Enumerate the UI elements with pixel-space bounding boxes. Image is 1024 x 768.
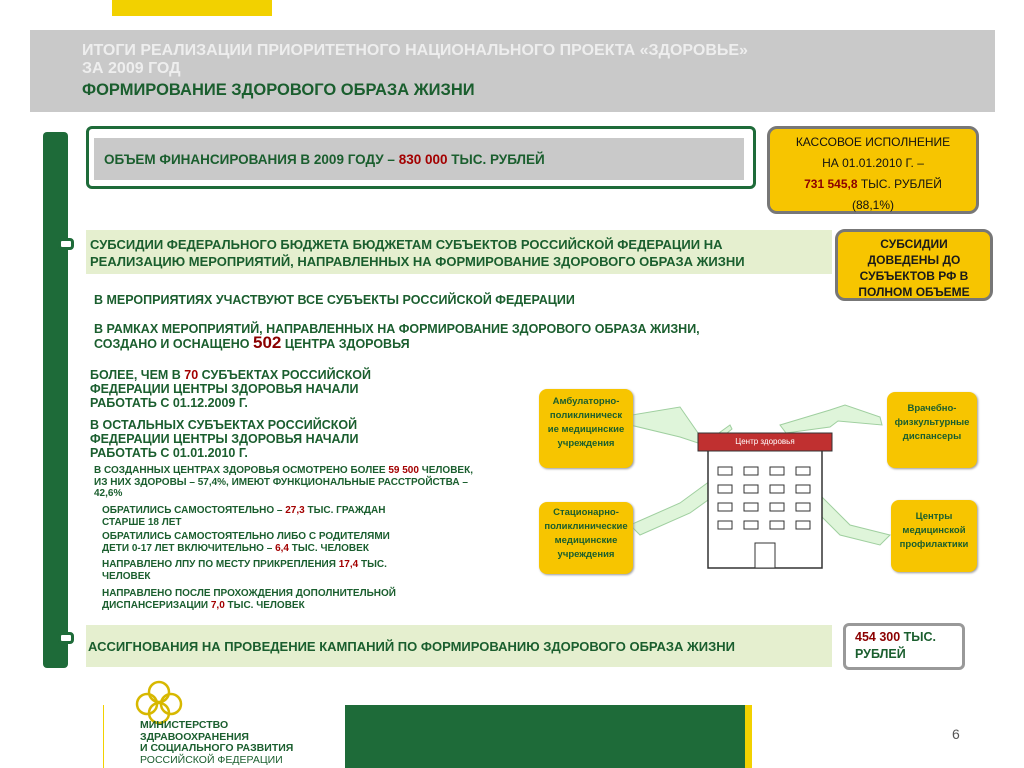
kids-line1: ОБРАТИЛИСЬ САМОСТОЯТЕЛЬНО ЛИБО С РОДИТЕЛЯМИ (102, 531, 390, 542)
stats-b1-num: 70 (184, 368, 199, 382)
ministry-line3: И СОЦИАЛЬНОГО РАЗВИТИЯ (140, 742, 294, 754)
cash-line2: НА 01.01.2010 Г. – (822, 156, 924, 170)
campaign-text: АССИГНОВАНИЯ НА ПРОВЕДЕНИЕ КАМПАНИЙ ПО ФОРМИРОВАНИЮ ЗДОРОВОГО ОБРАЗА ЖИЗНИ (88, 639, 735, 654)
stationary-line1: Стационарно- (553, 507, 619, 518)
prevention-line1: Центры (915, 511, 953, 522)
detail-lpu (102, 559, 387, 583)
financing-text (104, 152, 545, 167)
stats-b1-prefix: БОЛЕЕ, ЧЕМ В (90, 368, 185, 382)
top-accent-bar (112, 0, 272, 16)
stationary-line4: учреждения (557, 549, 615, 560)
dispensary-line3: диспансеры (902, 431, 962, 442)
page-subtitle: ФОРМИРОВАНИЕ ЗДОРОВОГО ОБРАЗА ЖИЗНИ (82, 81, 475, 99)
campaign-amount-box (843, 623, 965, 670)
centers-suffix: ЦЕНТРА ЗДОРОВЬЯ (281, 337, 410, 351)
lpu-line2: ЧЕЛОВЕК (102, 571, 151, 582)
disp-suffix: ТЫС. ЧЕЛОВЕК (224, 600, 305, 611)
footer-bar (345, 705, 745, 768)
ministry-line4: РОССИЙСКОЙ ФЕДЕРАЦИИ (140, 753, 283, 766)
centers-line1: В РАМКАХ МЕРОПРИЯТИЙ, НАПРАВЛЕННЫХ НА ФОРМИРОВАНИЕ ЗДОРОВОГО ОБРАЗА ЖИЗНИ, (94, 322, 700, 336)
ministry-line2: ЗДРАВООХРАНЕНИЯ (140, 730, 249, 743)
dispensary-line2: физкультурные (894, 417, 970, 428)
self-line2: СТАРШЕ 18 ЛЕТ (102, 517, 182, 528)
centers-line2 (94, 333, 410, 353)
cash-execution-box (767, 126, 979, 214)
cash-amount: 731 545,8 (804, 177, 858, 191)
dispensary-line1: Врачебно- (907, 403, 957, 414)
ambulatory-line2: поликлиническ (549, 410, 623, 421)
exam-suffix: ЧЕЛОВЕК, (418, 465, 473, 476)
ministry-name (140, 720, 293, 766)
kids-suffix: ТЫС. ЧЕЛОВЕК (288, 543, 369, 554)
building-icon (698, 433, 832, 568)
stationary-line2: поликлинические (544, 521, 628, 532)
stats-b2-line1: В ОСТАЛЬНЫХ СУБЪЕКТАХ РОССИЙСКОЙ (90, 418, 358, 432)
cash-line1: КАССОВОЕ ИСПОЛНЕНИЕ (795, 135, 951, 149)
building-label: Центр здоровья (735, 437, 795, 446)
box-ambulatory (539, 389, 633, 468)
disp-num: 7,0 (210, 600, 225, 611)
lpu-num: 17,4 (338, 559, 359, 570)
lpu-prefix: НАПРАВЛЕНО ЛПУ ПО МЕСТУ ПРИКРЕПЛЕНИЯ (102, 559, 339, 570)
box-prevention (891, 500, 977, 572)
campaign-amount: 454 300 (855, 630, 901, 644)
page-number: 6 (952, 726, 960, 742)
cash-percent: (88,1%) (851, 198, 895, 212)
stats-b2-line2: ФЕДЕРАЦИИ ЦЕНТРЫ ЗДОРОВЬЯ НАЧАЛИ (90, 432, 359, 446)
cash-amount-line (770, 174, 976, 195)
stats-b1-rest: СУБЪЕКТАХ РОССИЙСКОЙ (198, 368, 371, 382)
page-title-line1: ИТОГИ РЕАЛИЗАЦИИ ПРИОРИТЕТНОГО НАЦИОНАЛЬНОГО ПРОЕКТА «ЗДОРОВЬЕ» (82, 42, 748, 59)
disp-prefix: ДИСПАНСЕРИЗАЦИИ (102, 600, 211, 611)
footer-accent (745, 705, 752, 768)
exam-num: 59 500 (388, 465, 419, 476)
financing-amount: 830 000 (398, 152, 448, 167)
page-title-line2: ЗА 2009 ГОД (82, 60, 181, 77)
detail-disp (102, 588, 396, 612)
timeline-marker (58, 238, 74, 250)
detail-kids (102, 531, 390, 555)
ambulatory-line4: учреждения (557, 438, 615, 449)
prevention-line2: медицинской (902, 525, 966, 536)
stats-block-2 (90, 418, 358, 460)
financing-suffix: ТЫС. РУБЛЕЙ (447, 152, 545, 167)
ambulatory-line3: ие медицинские (547, 424, 625, 435)
box-stationary (539, 502, 633, 574)
participation-text: В МЕРОПРИЯТИЯХ УЧАСТВУЮТ ВСЕ СУБЪЕКТЫ РОССИЙСКОЙ ФЕДЕРАЦИИ (94, 293, 575, 307)
stats-block-1 (90, 368, 371, 410)
cash-amount-suffix: ТЫС. РУБЛЕЙ (857, 177, 942, 191)
centers-count: 502 (252, 333, 282, 352)
ministry-line1: МИНИСТЕРСТВО (140, 719, 229, 731)
campaign-amount-line2: РУБЛЕЙ (855, 647, 906, 661)
prevention-line3: профилактики (899, 539, 969, 550)
timeline-marker (58, 632, 74, 644)
exam-line3: 42,6% (94, 488, 123, 499)
detail-self (102, 505, 385, 529)
subsidies-text: СУБСИДИИ ФЕДЕРАЛЬНОГО БЮДЖЕТА БЮДЖЕТАМ СУБЪЕКТОВ РОССИЙСКОЙ ФЕДЕРАЦИИ НА РЕАЛИЗАЦИЮ МЕРОПРИЯТИЙ, НАПРАВЛЕННЫХ НА ФОРМИРОВАНИЕ ЗДОРОВОГО ОБРАЗА ЖИЗНИ (90, 237, 745, 269)
centers-prefix: СОЗДАНО И ОСНАЩЕНО (94, 337, 253, 351)
stats-b1-line3: РАБОТАТЬ С 01.12.2009 Г. (90, 396, 248, 410)
exam-prefix: В СОЗДАННЫХ ЦЕНТРАХ ЗДОРОВЬЯ ОСМОТРЕНО БОЛЕЕ (94, 465, 389, 476)
stationary-line3: медицинские (554, 535, 618, 546)
kids-prefix: ДЕТИ 0-17 ЛЕТ ВКЛЮЧИТЕЛЬНО – (102, 543, 276, 554)
self-num: 27,3 (285, 505, 305, 516)
self-prefix: ОБРАТИЛИСЬ САМОСТОЯТЕЛЬНО – (102, 505, 286, 516)
footer-divider (103, 705, 104, 768)
ambulatory-line1: Амбулаторно- (552, 396, 620, 407)
self-suffix: ТЫС. ГРАЖДАН (304, 505, 386, 516)
exam-line2: ИЗ НИХ ЗДОРОВЫ – 57,4%, ИМЕЮТ ФУНКЦИОНАЛЬНЫЕ РАССТРОЙСТВА – (94, 476, 468, 488)
box-dispensary (887, 392, 977, 468)
stats-b1-line2: ФЕДЕРАЦИИ ЦЕНТРЫ ЗДОРОВЬЯ НАЧАЛИ (90, 382, 359, 396)
timeline-bar (43, 132, 68, 668)
disp-line1: НАПРАВЛЕНО ПОСЛЕ ПРОХОЖДЕНИЯ ДОПОЛНИТЕЛЬНОЙ (102, 588, 396, 599)
exam-block (94, 465, 473, 500)
stats-b2-line3: РАБОТАТЬ С 01.01.2010 Г. (90, 446, 248, 460)
arrow-to-dispensary (780, 405, 882, 433)
campaign-amount-suffix: ТЫС. (900, 630, 937, 644)
lpu-suffix: ТЫС. (358, 559, 387, 570)
kids-num: 6,4 (275, 543, 289, 554)
financing-prefix: ОБЪЕМ ФИНАНСИРОВАНИЯ В 2009 ГОДУ – (104, 152, 399, 167)
subsidies-delivered-box: СУБСИДИИ ДОВЕДЕНЫ ДО СУБЪЕКТОВ РФ В ПОЛНОМ ОБЪЕМЕ (835, 229, 993, 301)
